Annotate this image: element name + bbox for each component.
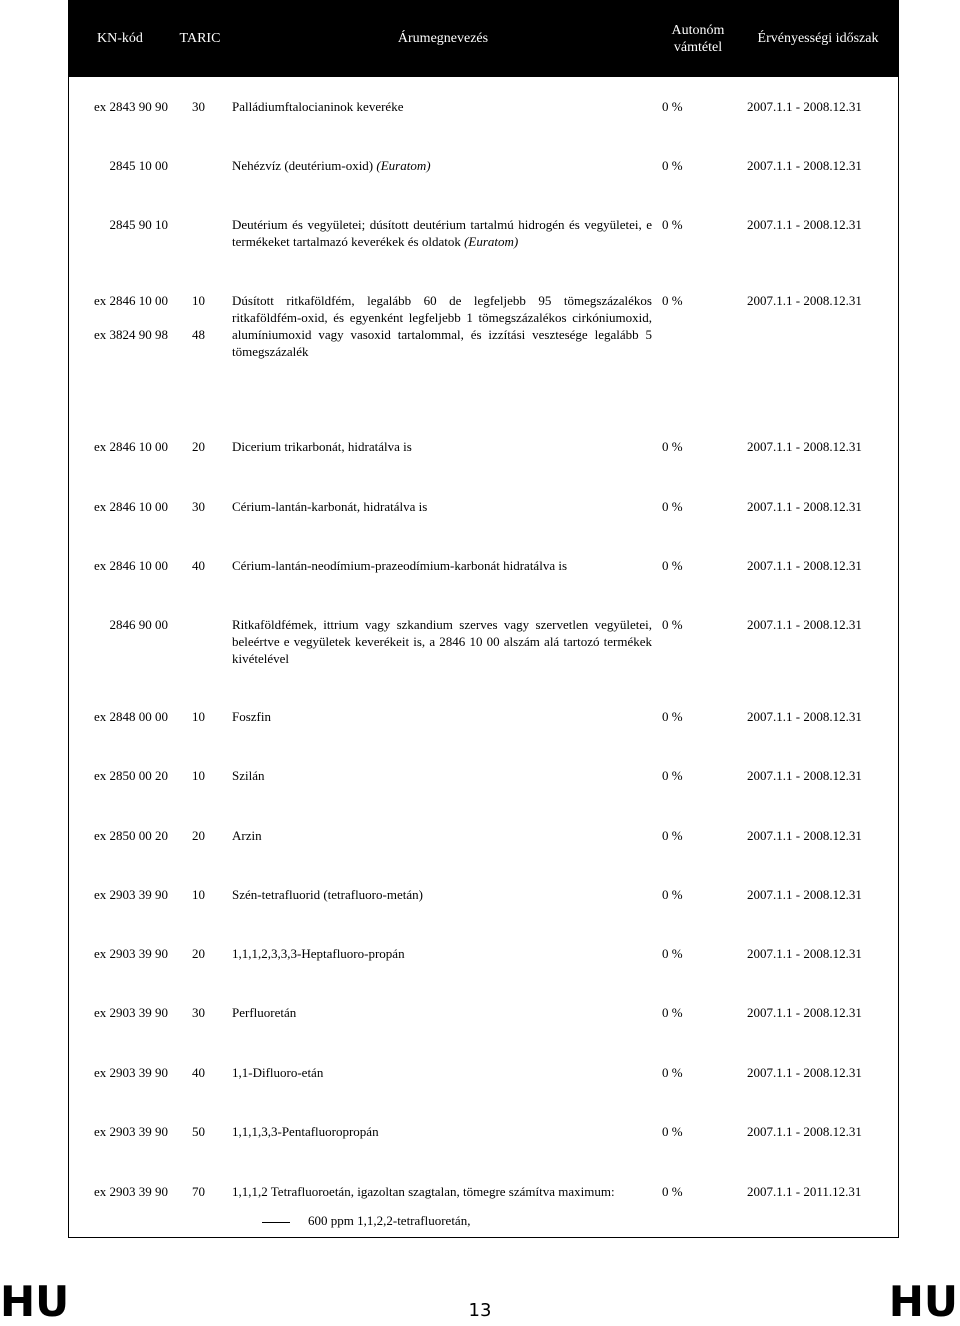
description-subitem <box>232 1212 652 1229</box>
kn-code-cell <box>68 292 168 360</box>
table-bottom-rule <box>68 1237 898 1238</box>
kn-code: ex 2903 39 90 <box>93 1005 168 1020</box>
header-taric: TARIC <box>179 31 221 46</box>
kn-code: ex 2843 90 90 <box>93 99 168 114</box>
kn-code: ex 2850 00 20 <box>93 828 168 843</box>
taric-cell <box>192 216 212 250</box>
rate-cell: 0 % <box>662 1005 683 1020</box>
header-period: Érvényességi időszak <box>757 31 879 46</box>
header-name: Árumegnevezés <box>397 31 489 46</box>
description-cell <box>232 438 652 455</box>
period-cell: 2007.1.1 - 2008.12.31 <box>747 887 862 902</box>
kn-code: ex 2846 10 00 <box>93 499 168 514</box>
period-cell: 2007.1.1 - 2008.12.31 <box>747 1065 862 1080</box>
description-cell <box>232 498 652 515</box>
rate-cell: 0 % <box>662 293 683 308</box>
header-kn: KN-kód <box>97 31 143 46</box>
subitem-text: 600 ppm 1,1,2,2-tetrafluoretán, <box>308 1213 471 1228</box>
kn-code-cell <box>68 767 168 801</box>
kn-code: ex 2903 39 90 <box>93 887 168 902</box>
kn-code-cell <box>68 616 168 650</box>
footer-country-left: HU <box>0 1277 70 1326</box>
description-text: 1,1,1,2,3,3,3-Heptafluoro-propán <box>232 946 405 961</box>
rate-cell: 0 % <box>662 1065 683 1080</box>
page-number: 13 <box>468 1300 492 1321</box>
period-cell: 2007.1.1 - 2008.12.31 <box>747 1005 862 1020</box>
description-cell <box>232 98 652 115</box>
description-cell <box>232 216 652 250</box>
taric-code: 40 <box>192 558 205 573</box>
taric-code: 48 <box>192 327 205 342</box>
kn-code: ex 2903 39 90 <box>93 1184 168 1199</box>
period-cell: 2007.1.1 - 2011.12.31 <box>747 1184 862 1199</box>
rate-cell: 0 % <box>662 946 683 961</box>
kn-code: ex 2846 10 00 <box>93 439 168 454</box>
kn-code-cell <box>68 498 168 532</box>
taric-code <box>192 157 212 191</box>
kn-code-cell <box>68 98 168 132</box>
kn-code-cell <box>68 886 168 920</box>
description-cell <box>232 1064 652 1081</box>
kn-code-cell <box>68 1064 168 1098</box>
description-text: Cérium-lantán-karbonát, hidratálva is <box>232 499 428 514</box>
taric-code <box>192 216 212 250</box>
period-cell: 2007.1.1 - 2008.12.31 <box>747 617 862 632</box>
taric-cell <box>192 498 212 532</box>
period-cell: 2007.1.1 - 2008.12.31 <box>747 99 862 114</box>
kn-code-cell <box>68 827 168 861</box>
taric-code: 20 <box>192 439 205 454</box>
table-border-right <box>898 0 899 77</box>
description-text: Szén-tetrafluorid (tetrafluoro-metán) <box>232 887 423 902</box>
rate-cell: 0 % <box>662 768 683 783</box>
kn-code-cell <box>68 1123 168 1157</box>
kn-code-cell <box>68 1004 168 1038</box>
kn-code-cell <box>68 157 168 191</box>
kn-code: ex 2848 00 00 <box>93 709 168 724</box>
description-text: Palládiumftalocianinok keveréke <box>232 99 404 114</box>
kn-code: ex 3824 90 98 <box>93 327 168 342</box>
taric-code: 10 <box>192 768 205 783</box>
kn-code: 2845 10 00 <box>109 158 168 173</box>
description-cell <box>232 1183 652 1229</box>
period-cell: 2007.1.1 - 2008.12.31 <box>747 709 862 724</box>
description-cell <box>232 1123 652 1140</box>
rate-cell: 0 % <box>662 558 683 573</box>
period-cell: 2007.1.1 - 2008.12.31 <box>747 158 862 173</box>
taric-cell <box>192 1004 212 1038</box>
description-text: Deutérium és vegyületei; dúsított deutérium tartalmú hidrogén és vegyületei, e termékeket tartalmazó keverékek és oldatok <box>232 217 652 249</box>
rate-cell: 0 % <box>662 99 683 114</box>
kn-code-cell <box>68 1183 168 1217</box>
taric-cell <box>192 1064 212 1098</box>
footer-country-right: HU <box>888 1277 958 1326</box>
period-cell: 2007.1.1 - 2008.12.31 <box>747 439 862 454</box>
description-cell <box>232 616 652 667</box>
rate-cell: 0 % <box>662 439 683 454</box>
taric-code: 50 <box>192 1124 205 1139</box>
kn-code: ex 2903 39 90 <box>93 946 168 961</box>
taric-code: 10 <box>192 293 205 308</box>
description-text: Szilán <box>232 768 265 783</box>
kn-code: 2846 90 00 <box>109 617 168 632</box>
period-cell: 2007.1.1 - 2008.12.31 <box>747 293 862 308</box>
taric-cell <box>192 708 212 742</box>
description-cell <box>232 557 652 574</box>
rate-cell: 0 % <box>662 1184 683 1199</box>
description-text: Foszfin <box>232 709 271 724</box>
description-text: Dúsított ritkaföldfém, legalább 60 de legfeljebb 95 tömegszázalékos ritkaföldfém-oxid, és egyenként legfeljebb 1 tömegszázalékos cirkóniumoxid, alumíniumoxid vagy vasoxid tartalommal, és izzítási vesztesége legalább 5 tömegszázalék <box>232 293 652 359</box>
description-text: Arzin <box>232 828 262 843</box>
taric-cell <box>192 886 212 920</box>
taric-code: 40 <box>192 1065 205 1080</box>
period-cell: 2007.1.1 - 2008.12.31 <box>747 217 862 232</box>
taric-code: 30 <box>192 499 205 514</box>
taric-cell <box>192 1123 212 1157</box>
taric-code: 10 <box>192 709 205 724</box>
description-cell <box>232 945 652 962</box>
table-border-left <box>68 0 69 1238</box>
description-cell <box>232 708 652 725</box>
kn-code-cell <box>68 438 168 472</box>
taric-cell <box>192 438 212 472</box>
rate-cell: 0 % <box>662 617 683 632</box>
header-rate-line2: vámtétel <box>673 39 723 55</box>
rate-cell: 0 % <box>662 158 683 173</box>
kn-code-cell <box>68 945 168 979</box>
taric-cell <box>192 767 212 801</box>
description-text: Dicerium trikarbonát, hidratálva is <box>232 439 412 454</box>
description-text: Perfluoretán <box>232 1005 297 1020</box>
taric-code: 20 <box>192 946 205 961</box>
kn-code: ex 2846 10 00 <box>93 293 168 308</box>
taric-cell <box>192 616 212 650</box>
kn-code: 2845 90 10 <box>109 217 168 232</box>
rate-cell: 0 % <box>662 217 683 232</box>
kn-code: ex 2903 39 90 <box>93 1124 168 1139</box>
table-header <box>68 0 898 77</box>
euratom-note: (Euratom) <box>376 158 431 173</box>
taric-cell <box>192 98 212 132</box>
period-cell: 2007.1.1 - 2008.12.31 <box>747 946 862 961</box>
description-cell <box>232 292 652 360</box>
description-cell <box>232 767 652 784</box>
description-text: Nehézvíz (deutérium-oxid) <box>232 158 377 173</box>
kn-code-cell <box>68 216 168 250</box>
kn-code: ex 2850 00 20 <box>93 768 168 783</box>
kn-code: ex 2903 39 90 <box>93 1065 168 1080</box>
period-cell: 2007.1.1 - 2008.12.31 <box>747 768 862 783</box>
taric-cell <box>192 827 212 861</box>
description-text: Ritkaföldfémek, ittrium vagy szkandium szerves vagy szervetlen vegyületei, beleértve e vegyületek keverékeit is, a 2846 10 00 alszám alá tartozó termékek kivételével <box>232 617 652 666</box>
rate-cell: 0 % <box>662 499 683 514</box>
header-rate <box>658 0 738 77</box>
table-border-right-body <box>898 77 899 1238</box>
taric-cell <box>192 1183 212 1217</box>
description-cell <box>232 157 652 174</box>
rate-cell: 0 % <box>662 709 683 724</box>
kn-code-cell <box>68 557 168 591</box>
taric-code: 10 <box>192 887 205 902</box>
description-cell <box>232 827 652 844</box>
taric-code: 30 <box>192 99 205 114</box>
period-cell: 2007.1.1 - 2008.12.31 <box>747 1124 862 1139</box>
taric-code: 20 <box>192 828 205 843</box>
dash-bullet <box>262 1222 290 1223</box>
rate-cell: 0 % <box>662 1124 683 1139</box>
kn-code: ex 2846 10 00 <box>93 558 168 573</box>
period-cell: 2007.1.1 - 2008.12.31 <box>747 828 862 843</box>
taric-code: 30 <box>192 1005 205 1020</box>
period-cell: 2007.1.1 - 2008.12.31 <box>747 558 862 573</box>
description-text: 1,1-Difluoro-etán <box>232 1065 324 1080</box>
taric-code <box>192 616 212 650</box>
period-cell: 2007.1.1 - 2008.12.31 <box>747 499 862 514</box>
taric-cell <box>192 292 212 360</box>
taric-code: 70 <box>192 1184 205 1199</box>
taric-cell <box>192 945 212 979</box>
description-text: 1,1,1,3,3-Pentafluoropropán <box>232 1124 379 1139</box>
description-text: Cérium-lantán-neodímium-prazeodímium-karbonát hidratálva is <box>232 558 568 573</box>
description-cell <box>232 886 652 903</box>
rate-cell: 0 % <box>662 828 683 843</box>
taric-cell <box>192 557 212 591</box>
description-text: 1,1,1,2 Tetrafluoroetán, igazoltan szagtalan, tömegre számítva maximum: <box>232 1184 615 1199</box>
kn-code-cell <box>68 708 168 742</box>
euratom-note: (Euratom) <box>464 234 519 249</box>
rate-cell: 0 % <box>662 887 683 902</box>
header-rate-line1: Autonóm <box>671 22 725 38</box>
taric-cell <box>192 157 212 191</box>
description-cell <box>232 1004 652 1021</box>
